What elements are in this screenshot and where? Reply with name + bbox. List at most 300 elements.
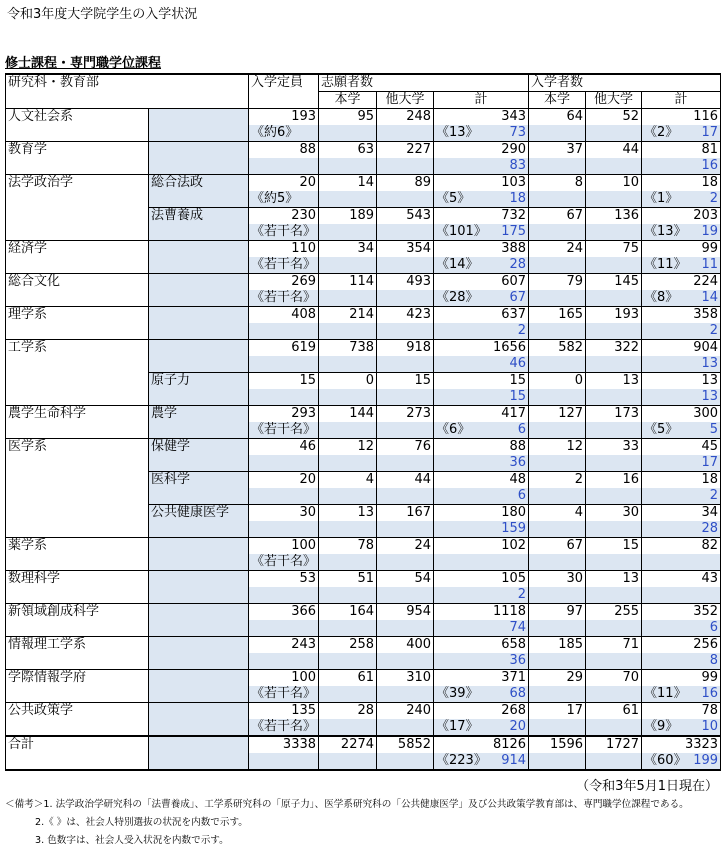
working-adult-value: 17 (701, 125, 719, 140)
working-adult-value: 20 (509, 719, 527, 734)
enrolled-total-band-cell (642, 653, 721, 670)
capacity-cell: 293 (249, 406, 319, 423)
applicants-own-cell: 61 (319, 670, 377, 687)
applicants-total-cell: 371 (434, 670, 529, 687)
applicants-own-band-cell (319, 686, 377, 703)
program-cell (149, 307, 249, 340)
applicants-own-cell: 2274 (319, 736, 377, 753)
applicants-other-cell: 400 (377, 637, 434, 654)
applicants-other-band-cell (377, 158, 434, 175)
enrolled-total-band-cell (642, 158, 721, 175)
header-department: 研究科・教育部 (6, 74, 249, 109)
department-cell: 法学政治学 (6, 175, 149, 241)
applicants-total-cell: 103 (434, 175, 529, 192)
applicants-own-cell: 0 (319, 373, 377, 390)
department-cell: 理学系 (6, 307, 149, 340)
applicants-total-band-cell (434, 290, 529, 307)
enrolled-total-band-cell-content (644, 257, 718, 273)
enrolled-total-cell: 43 (642, 571, 721, 588)
enrolled-other-cell: 16 (586, 472, 642, 489)
applicants-other-band-cell (377, 753, 434, 770)
enrolled-other-band-cell (586, 356, 642, 373)
special-selection-value: 《5》 (644, 422, 679, 437)
enrolled-total-cell: 224 (642, 274, 721, 291)
applicants-total-cell: 8126 (434, 736, 529, 753)
enrolled-other-band-cell (586, 455, 642, 472)
working-adult-value: 16 (701, 158, 719, 173)
enrolled-total-band-cell (642, 719, 721, 736)
applicants-total-cell: 1656 (434, 340, 529, 357)
capacity-cell: 193 (249, 109, 319, 126)
table-row (6, 241, 721, 258)
applicants-other-cell: 423 (377, 307, 434, 324)
enrolled-other-cell: 193 (586, 307, 642, 324)
enrolled-other-cell: 145 (586, 274, 642, 291)
enrolled-other-cell: 75 (586, 241, 642, 258)
table-row (6, 439, 721, 456)
applicants-total-band-cell (434, 158, 529, 175)
note-text: 1. 法学政治学研究科の「法曹養成」、工学系研究科の「原子力」、医学系研究科の「公共健康医学」及び公共政策学教育部は、専門職学位課程である。 (43, 799, 689, 810)
applicants-other-cell: 273 (377, 406, 434, 423)
enrolled-total-band-cell-content (644, 686, 718, 702)
table-row (6, 142, 721, 159)
applicants-total-cell: 637 (434, 307, 529, 324)
enrolled-total-band-cell (642, 257, 721, 274)
working-adult-value: 46 (509, 356, 527, 371)
applicants-own-cell: 258 (319, 637, 377, 654)
capacity-note-cell: 《若干名》 (249, 554, 319, 571)
applicants-total-band-cell (434, 125, 529, 142)
enrolled-own-cell: 67 (529, 538, 586, 555)
working-adult-value: 74 (509, 620, 527, 635)
department-cell: 情報理工学系 (6, 637, 149, 670)
applicants-other-band-cell (377, 587, 434, 604)
working-adult-value: 2 (709, 323, 719, 338)
enrolled-total-band-cell (642, 356, 721, 373)
capacity-cell: 20 (249, 472, 319, 489)
special-selection-value: 《13》 (644, 224, 687, 239)
applicants-own-band-cell (319, 587, 377, 604)
applicants-own-band-cell (319, 422, 377, 439)
applicants-own-band-cell (319, 554, 377, 571)
enrolled-total-cell: 18 (642, 175, 721, 192)
working-adult-value: 6 (517, 488, 527, 503)
capacity-note-cell (249, 323, 319, 340)
applicants-other-cell: 310 (377, 670, 434, 687)
page-title: 令和3年度大学院学生の入学状況 (7, 7, 198, 22)
capacity-cell: 619 (249, 340, 319, 357)
capacity-cell: 408 (249, 307, 319, 324)
capacity-cell: 20 (249, 175, 319, 192)
applicants-own-band-cell (319, 488, 377, 505)
applicants-other-band-cell (377, 653, 434, 670)
applicants-own-cell: 4 (319, 472, 377, 489)
enrolled-own-cell: 24 (529, 241, 586, 258)
enrolled-own-cell: 185 (529, 637, 586, 654)
applicants-total-band-cell (434, 753, 529, 770)
applicants-total-cell: 180 (434, 505, 529, 522)
applicants-other-cell: 493 (377, 274, 434, 291)
header-applicants-own: 本学 (319, 92, 377, 109)
applicants-other-cell: 44 (377, 472, 434, 489)
applicants-total-band-cell (434, 323, 529, 340)
working-adult-value: 11 (701, 257, 719, 272)
enrolled-other-band-cell (586, 389, 642, 406)
capacity-note-cell (249, 620, 319, 637)
program-cell (149, 274, 249, 307)
applicants-own-band-cell (319, 719, 377, 736)
table-row (6, 604, 721, 621)
enrolled-other-cell: 13 (586, 571, 642, 588)
enrolled-own-band-cell (529, 290, 586, 307)
enrolled-other-band-cell (586, 158, 642, 175)
enrolled-total-band-cell (642, 753, 721, 770)
applicants-other-cell: 227 (377, 142, 434, 159)
applicants-other-cell: 918 (377, 340, 434, 357)
applicants-own-cell: 738 (319, 340, 377, 357)
capacity-note-cell: 《約6》 (249, 125, 319, 142)
table-row (6, 175, 721, 192)
enrolled-other-band-cell (586, 554, 642, 571)
applicants-other-band-cell (377, 290, 434, 307)
enrolled-other-band-cell (586, 224, 642, 241)
enrolled-total-cell: 34 (642, 505, 721, 522)
department-cell: 学際情報学府 (6, 670, 149, 703)
working-adult-value: 2 (709, 191, 719, 206)
special-selection-value: 《1》 (644, 191, 679, 206)
applicants-other-cell: 240 (377, 703, 434, 720)
applicants-own-cell: 114 (319, 274, 377, 291)
applicants-other-cell: 248 (377, 109, 434, 126)
capacity-note-cell: 《若干名》 (249, 719, 319, 736)
applicants-own-cell: 12 (319, 439, 377, 456)
enrolled-total-band-cell (642, 290, 721, 307)
enrolled-other-band-cell (586, 521, 642, 538)
enrolled-own-band-cell (529, 158, 586, 175)
applicants-other-cell: 54 (377, 571, 434, 588)
enrolled-other-band-cell (586, 191, 642, 208)
enrolled-total-band-cell-content (644, 753, 718, 769)
applicants-total-cell: 732 (434, 208, 529, 225)
enrolled-total-band-cell (642, 686, 721, 703)
enrolled-total-cell: 203 (642, 208, 721, 225)
applicants-total-cell: 658 (434, 637, 529, 654)
enrolled-own-cell: 17 (529, 703, 586, 720)
applicants-total-band-cell (434, 521, 529, 538)
enrolled-other-band-cell (586, 620, 642, 637)
department-cell: 人文社会系 (6, 109, 149, 142)
table-row (6, 703, 721, 720)
table-row (6, 340, 721, 357)
capacity-note-cell: 《若干名》 (249, 422, 319, 439)
department-cell: 工学系 (6, 340, 149, 406)
applicants-total-band-cell-content (436, 488, 526, 504)
special-selection-value: 《2》 (644, 125, 679, 140)
working-adult-value: 18 (509, 191, 527, 206)
section-title: 修士課程・専門職学位課程 (5, 56, 162, 71)
department-cell: 公共政策学 (6, 703, 149, 737)
capacity-note-cell: 《約5》 (249, 191, 319, 208)
capacity-note-cell (249, 521, 319, 538)
applicants-own-band-cell (319, 125, 377, 142)
enrolled-own-cell: 165 (529, 307, 586, 324)
applicants-own-cell: 63 (319, 142, 377, 159)
working-adult-value: 13 (701, 389, 719, 404)
applicants-other-band-cell (377, 686, 434, 703)
applicants-own-cell: 164 (319, 604, 377, 621)
program-cell: 保健学 (149, 439, 249, 472)
program-cell (149, 571, 249, 604)
enrolled-total-band-cell-content (644, 125, 718, 141)
program-cell (149, 637, 249, 670)
enrolled-total-cell: 18 (642, 472, 721, 489)
special-selection-value: 《11》 (644, 686, 687, 701)
enrolled-own-band-cell (529, 389, 586, 406)
enrolled-own-cell: 12 (529, 439, 586, 456)
enrolled-own-cell: 1596 (529, 736, 586, 753)
table-row (6, 307, 721, 324)
capacity-note-cell (249, 653, 319, 670)
enrolled-other-band-cell (586, 719, 642, 736)
enrolled-other-cell: 33 (586, 439, 642, 456)
capacity-note-cell (249, 587, 319, 604)
applicants-total-cell: 105 (434, 571, 529, 588)
applicants-other-band-cell (377, 719, 434, 736)
applicants-total-band-cell-content (436, 719, 526, 735)
program-cell (149, 604, 249, 637)
special-selection-value: 《28》 (436, 290, 479, 305)
department-cell: 農学生命科学 (6, 406, 149, 439)
enrolled-other-cell: 10 (586, 175, 642, 192)
working-adult-value: 28 (701, 521, 719, 536)
working-adult-value: 67 (509, 290, 527, 305)
capacity-cell: 15 (249, 373, 319, 390)
enrolled-total-band-cell-content (644, 488, 718, 504)
working-adult-value: 36 (509, 653, 527, 668)
department-cell: 経済学 (6, 241, 149, 274)
enrolled-total-cell: 904 (642, 340, 721, 357)
applicants-total-cell: 48 (434, 472, 529, 489)
enrolled-total-band-cell-content (644, 620, 718, 636)
enrolled-own-band-cell (529, 686, 586, 703)
applicants-total-band-cell (434, 224, 529, 241)
applicants-total-band-cell-content (436, 455, 526, 471)
capacity-note-cell (249, 488, 319, 505)
applicants-own-band-cell (319, 191, 377, 208)
working-adult-value: 14 (701, 290, 719, 305)
enrolled-total-band-cell (642, 323, 721, 340)
enrolled-other-cell: 173 (586, 406, 642, 423)
department-cell: 薬学系 (6, 538, 149, 571)
department-cell: 合計 (6, 736, 149, 770)
program-cell: 医科学 (149, 472, 249, 505)
enrolled-other-cell: 15 (586, 538, 642, 555)
enrolled-own-cell: 97 (529, 604, 586, 621)
enrolled-other-band-cell (586, 488, 642, 505)
applicants-total-cell: 1118 (434, 604, 529, 621)
applicants-other-cell: 24 (377, 538, 434, 555)
applicants-total-band-cell (434, 455, 529, 472)
enrolled-own-cell: 29 (529, 670, 586, 687)
applicants-total-band-cell-content (436, 753, 526, 769)
enrolled-total-band-cell-content (644, 653, 718, 669)
working-adult-value: 6 (709, 620, 719, 635)
enrolled-own-band-cell (529, 521, 586, 538)
working-adult-value: 914 (501, 753, 527, 768)
enrolled-own-cell: 30 (529, 571, 586, 588)
enrolled-total-cell: 3323 (642, 736, 721, 753)
applicants-total-band-cell (434, 719, 529, 736)
capacity-cell: 269 (249, 274, 319, 291)
applicants-total-band-cell-content (436, 620, 526, 636)
applicants-other-cell: 354 (377, 241, 434, 258)
applicants-other-band-cell (377, 389, 434, 406)
enrolled-own-cell: 0 (529, 373, 586, 390)
enrolled-own-band-cell (529, 620, 586, 637)
enrolled-own-cell: 127 (529, 406, 586, 423)
working-adult-value: 28 (509, 257, 527, 272)
applicants-total-band-cell-content (436, 125, 526, 141)
enrolled-own-band-cell (529, 422, 586, 439)
applicants-total-band-cell-content (436, 323, 526, 339)
enrolled-total-band-cell-content (644, 191, 718, 207)
enrolled-total-cell: 82 (642, 538, 721, 555)
applicants-total-band-cell-content (436, 257, 526, 273)
working-adult-value: 73 (509, 125, 527, 140)
applicants-other-cell: 15 (377, 373, 434, 390)
enrolled-total-cell: 81 (642, 142, 721, 159)
capacity-cell: 3338 (249, 736, 319, 753)
capacity-note-cell: 《若干名》 (249, 290, 319, 307)
applicants-other-band-cell (377, 224, 434, 241)
applicants-other-band-cell (377, 554, 434, 571)
applicants-total-cell: 290 (434, 142, 529, 159)
applicants-total-cell: 343 (434, 109, 529, 126)
applicants-own-cell: 144 (319, 406, 377, 423)
enrolled-total-band-cell (642, 224, 721, 241)
enrolled-other-band-cell (586, 290, 642, 307)
capacity-cell: 110 (249, 241, 319, 258)
applicants-own-band-cell (319, 356, 377, 373)
program-cell (149, 142, 249, 175)
capacity-cell: 230 (249, 208, 319, 225)
program-cell: 総合法政 (149, 175, 249, 208)
header-enrolled-own: 本学 (529, 92, 586, 109)
admissions-table (5, 73, 721, 771)
enrolled-own-band-cell (529, 191, 586, 208)
enrolled-own-band-cell (529, 719, 586, 736)
enrolled-own-cell: 79 (529, 274, 586, 291)
capacity-cell: 100 (249, 670, 319, 687)
enrolled-own-cell: 67 (529, 208, 586, 225)
applicants-other-cell: 954 (377, 604, 434, 621)
applicants-total-band-cell-content (436, 653, 526, 669)
enrolled-other-band-cell (586, 323, 642, 340)
program-cell: 原子力 (149, 373, 249, 406)
working-adult-value: 159 (501, 521, 527, 536)
applicants-total-band-cell-content (436, 521, 526, 537)
table-body (6, 109, 721, 771)
enrolled-other-cell: 136 (586, 208, 642, 225)
enrolled-total-band-cell (642, 620, 721, 637)
enrolled-other-cell: 52 (586, 109, 642, 126)
enrolled-other-cell: 255 (586, 604, 642, 621)
header-applicants-total: 計 (434, 92, 529, 109)
capacity-cell: 46 (249, 439, 319, 456)
enrolled-total-cell: 116 (642, 109, 721, 126)
capacity-note-cell: 《若干名》 (249, 224, 319, 241)
applicants-total-cell: 102 (434, 538, 529, 555)
table-row (6, 109, 721, 126)
working-adult-value: 19 (701, 224, 719, 239)
enrolled-other-band-cell (586, 587, 642, 604)
working-adult-value: 2 (517, 587, 527, 602)
applicants-total-cell: 607 (434, 274, 529, 291)
applicants-total-band-cell (434, 554, 529, 571)
enrolled-other-cell: 70 (586, 670, 642, 687)
enrolled-total-band-cell-content (644, 158, 718, 174)
applicants-total-cell: 15 (434, 373, 529, 390)
applicants-total-band-cell-content (436, 290, 526, 306)
applicants-own-band-cell (319, 521, 377, 538)
applicants-total-cell: 88 (434, 439, 529, 456)
applicants-other-band-cell (377, 521, 434, 538)
working-adult-value: 2 (517, 323, 527, 338)
applicants-other-cell: 167 (377, 505, 434, 522)
capacity-cell: 30 (249, 505, 319, 522)
header-enrolled-total: 計 (642, 92, 721, 109)
applicants-other-band-cell (377, 356, 434, 373)
program-cell (149, 670, 249, 703)
applicants-total-band-cell (434, 686, 529, 703)
enrolled-total-band-cell (642, 488, 721, 505)
working-adult-value: 16 (701, 686, 719, 701)
note-item: 2.《 》は、社会人特別選抜の状況を内数で示す。 (35, 817, 248, 828)
applicants-other-band-cell (377, 191, 434, 208)
capacity-note-cell (249, 389, 319, 406)
applicants-own-cell: 28 (319, 703, 377, 720)
applicants-own-band-cell (319, 389, 377, 406)
applicants-other-band-cell (377, 455, 434, 472)
enrolled-own-band-cell (529, 455, 586, 472)
applicants-total-band-cell (434, 356, 529, 373)
enrolled-own-cell: 8 (529, 175, 586, 192)
department-cell: 医学系 (6, 439, 149, 538)
enrolled-total-band-cell-content (644, 389, 718, 405)
enrolled-own-band-cell (529, 554, 586, 571)
applicants-other-cell: 543 (377, 208, 434, 225)
notes-label: ＜備考＞ (5, 799, 44, 810)
applicants-own-band-cell (319, 158, 377, 175)
applicants-other-cell: 5852 (377, 736, 434, 753)
program-cell (149, 340, 249, 373)
enrolled-own-band-cell (529, 587, 586, 604)
enrolled-total-band-cell-content (644, 422, 718, 438)
notes (5, 796, 719, 850)
table-row (6, 406, 721, 423)
as-of-date: （令和3年5月1日現在） (576, 779, 718, 794)
capacity-cell: 100 (249, 538, 319, 555)
capacity-note-cell: 《若干名》 (249, 686, 319, 703)
enrolled-total-band-cell (642, 587, 721, 604)
applicants-total-cell: 388 (434, 241, 529, 258)
applicants-total-band-cell-content (436, 191, 526, 207)
header-enrolled-other: 他大学 (586, 92, 642, 109)
capacity-cell: 243 (249, 637, 319, 654)
program-cell (149, 538, 249, 571)
enrolled-other-band-cell (586, 686, 642, 703)
special-selection-value: 《11》 (644, 257, 687, 272)
